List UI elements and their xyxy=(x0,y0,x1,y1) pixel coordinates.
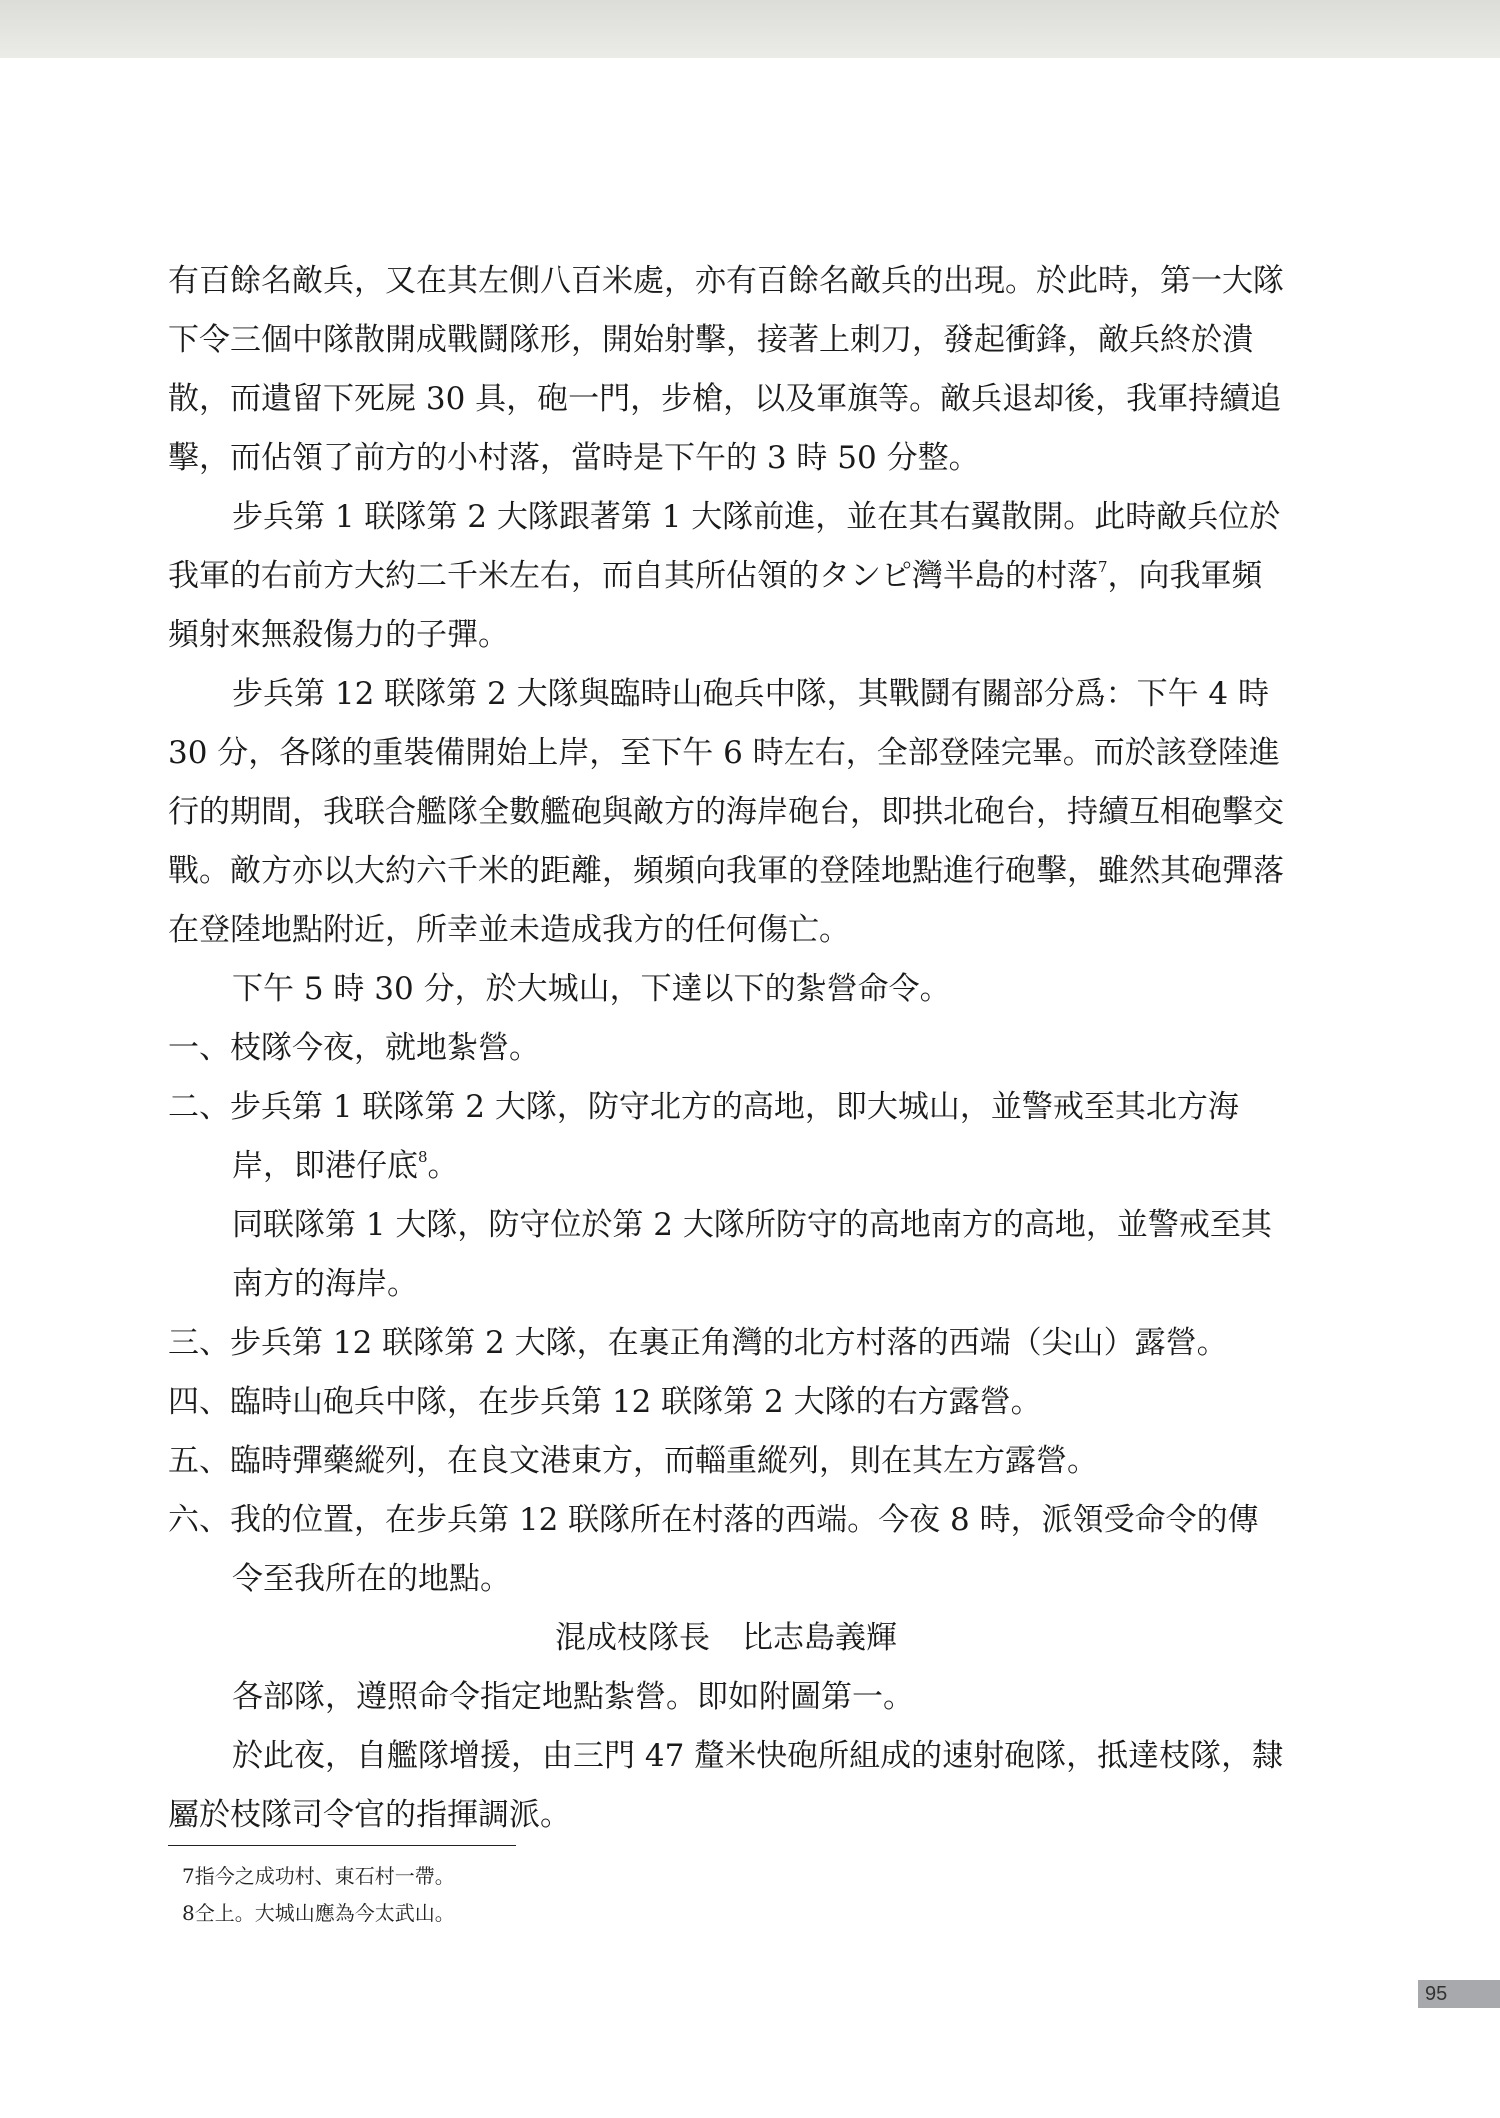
order-item-continuation: 同联隊第 1 大隊，防守位於第 2 大隊所防守的高地南方的高地，並警戒至其南方的海岸。 xyxy=(232,1207,1272,1302)
order-item: 三、步兵第 12 联隊第 2 大隊，在裏正角灣的北方村落的西端（尖山）露營。 xyxy=(168,1325,1228,1361)
paragraph-text: 步兵第 1 联隊第 2 大隊跟著第 1 大隊前進，並在其右翼散開。此時敵兵位於我軍的右前方大約二千米左右，而自其所佔領的タンピ灣半島的村落 xyxy=(168,499,1281,594)
order-item: 一、枝隊今夜，就地紮營。 xyxy=(168,1030,540,1066)
order-item: 六、我的位置，在步兵第 12 联隊所在村落的西端。今夜 8 時，派領受命令的傳令至我所在的地點。 xyxy=(168,1502,1259,1597)
main-text xyxy=(168,252,1284,1845)
paragraph: 步兵第 12 联隊第 2 大隊與臨時山砲兵中隊，其戰鬪有關部分爲：下午 4 時 30 分，各隊的重裝備開始上岸，至下午 6 時左右，全部登陸完畢。而於該登陸進行的期間，我联合艦隊全數艦砲與敵方的海岸砲台，即拱北砲台，持續互相砲擊交戰。敵方亦以大約六千米的距離，頻頻向我軍的登陸地點進行砲擊，雖然其砲彈落在登陸地點附近，所幸並未造成我方的任何傷亡。 xyxy=(168,676,1284,948)
paragraph-text: ，向我軍頻頻射來無殺傷力的子彈。 xyxy=(168,558,1263,653)
footnote-divider xyxy=(168,1845,516,1846)
paragraph: 下午 5 時 30 分，於大城山，下達以下的紮營命令。 xyxy=(232,971,951,1007)
signature-name: 比志島義輝 xyxy=(742,1620,897,1656)
paragraph: 於此夜，自艦隊增援，由三門 47 釐米快砲所組成的速射砲隊，抵達枝隊，隸屬於枝隊司令官的指揮調派。 xyxy=(168,1738,1284,1833)
page-number: 95 xyxy=(1425,1983,1448,2005)
footnote: 8仝上。大城山應為今太武山。 xyxy=(182,1901,455,1925)
signature-title: 混成枝隊長 xyxy=(555,1620,710,1656)
top-scan-band xyxy=(0,0,1500,58)
order-item xyxy=(168,1078,1284,1196)
order-item: 五、臨時彈藥縱列，在良文港東方，而輜重縱列，則在其左方露營。 xyxy=(168,1443,1098,1479)
footnote-ref-8[interactable]: 8 xyxy=(418,1148,428,1166)
signature-line xyxy=(168,1609,1284,1668)
footnotes xyxy=(182,1858,455,1932)
footnote-ref-7[interactable]: 7 xyxy=(1098,558,1108,576)
paragraph: 各部隊，遵照命令指定地點紮營。即如附圖第一。 xyxy=(232,1679,914,1715)
footnote: 7指今之成功村、東石村一帶。 xyxy=(182,1864,455,1888)
paragraph: 有百餘名敵兵，又在其左側八百米處，亦有百餘名敵兵的出現。於此時，第一大隊下令三個中隊散開成戰鬪隊形，開始射擊，接著上刺刀，發起衝鋒，敵兵終於潰散，而遺留下死屍 30 具，砲一門，步槍，以及軍旗等。敵兵退却後，我軍持續追擊，而佔領了前方的小村落，當時是下午的 3 時 50 分整。 xyxy=(168,263,1284,476)
paragraph xyxy=(168,488,1284,665)
order-item: 四、臨時山砲兵中隊，在步兵第 12 联隊第 2 大隊的右方露營。 xyxy=(168,1384,1042,1420)
order-text: 二、步兵第 1 联隊第 2 大隊，防守北方的高地，即大城山，並警戒至其北方海岸，即港仔底 xyxy=(168,1089,1239,1184)
order-text: 。 xyxy=(427,1148,459,1184)
